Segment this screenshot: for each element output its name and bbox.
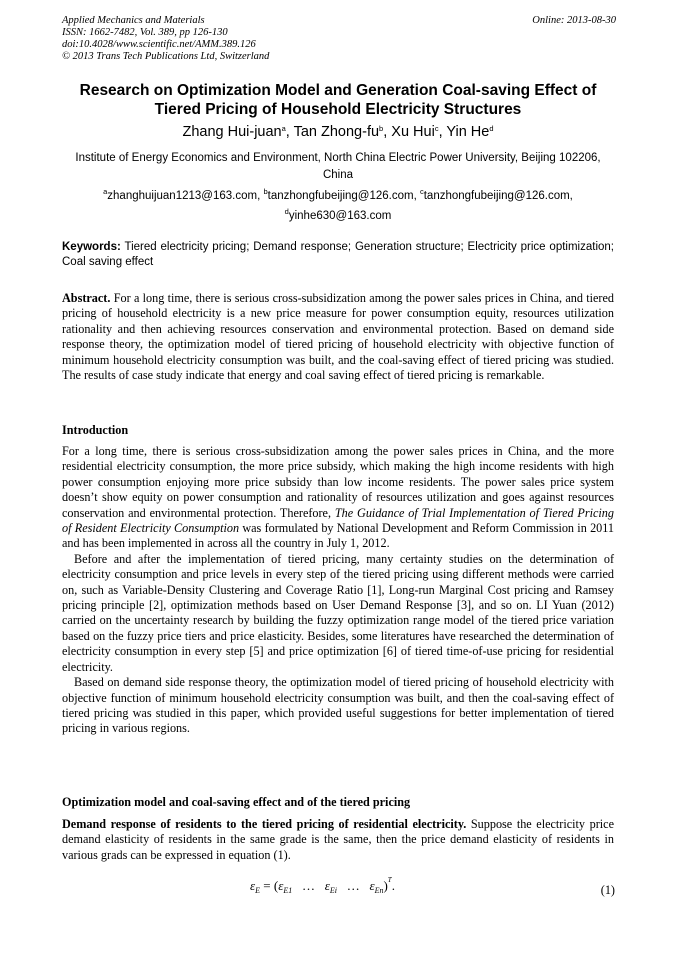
section-heading-optimization: Optimization model and coal-saving effect and of the tiered pricing	[62, 795, 411, 809]
eq-symbol: ε	[369, 878, 375, 893]
equation-number: (1)	[600, 883, 615, 897]
section-heading-introduction: Introduction	[62, 423, 129, 437]
abstract-label: Abstract.	[62, 291, 111, 305]
issn-line: ISSN: 1662-7482, Vol. 389, pp 126-130	[62, 27, 228, 38]
eq-symbol: ε	[324, 878, 330, 893]
eq-symbol: ε	[250, 878, 256, 893]
author-name: Tan Zhong-fu	[293, 124, 380, 140]
email-address[interactable]: zhanghuijuan1213@163.com,	[107, 190, 261, 202]
equation-1: $\varepsilon_E = (\varepsilon_{E1}$ … $\varepsilon_{Ei}$ … $\varepsilon_{En})^T$.	[250, 876, 395, 895]
journal-name: Applied Mechanics and Materials	[62, 15, 205, 26]
eq-subscript: Ei	[329, 886, 337, 895]
author-separator: ,	[438, 124, 447, 140]
paper-title: Research on Optimization Model and Generation Coal-saving Effect of Tiered Pricing of Household Electricity Structures	[79, 82, 597, 118]
keywords-text: Tiered electricity pricing; Demand response; Generation structure; Electricity price optimization; Coal saving effect	[62, 241, 614, 268]
journal-header	[62, 15, 442, 63]
email-address[interactable]: tanzhongfubeijing@126.com,	[423, 190, 573, 202]
author-mark: a	[281, 124, 286, 133]
author-name: Zhang Hui-juan	[182, 124, 282, 140]
introduction-body	[62, 444, 614, 737]
email-list	[62, 186, 614, 226]
subsection-lead: Demand response of residents to the tiered pricing of residential electricity.	[62, 817, 467, 831]
paragraph-text: For a long time, there is serious cross-subsidization among the power sales prices in China, and the more residential electricity consumption, the more price subsidy, which making the high income residents with high power consumption enjoying more price subsidy than low income residents. The power sales price system doesn’t show equity on power consumption and rationality of resources utilization and goes against resources conservation and environmental protection. Therefore,	[62, 444, 614, 520]
author-mark: d	[489, 124, 494, 133]
email-mark: a	[103, 187, 108, 196]
email-mark: d	[284, 207, 289, 216]
eq-transpose: T	[387, 876, 392, 884]
doi-line: doi:10.4028/www.scientific.net/AMM.389.126	[62, 39, 256, 50]
keywords	[62, 240, 614, 270]
eq-subscript: E1	[283, 886, 293, 895]
abstract-text: For a long time, there is serious cross-subsidization among the power sales prices in China, and tiered pricing of household electricity is a new price measure for power consumption equity, resources utilization rationality and then achieving resources conservation and environmental protection. Based on demand side response theory, the optimization model of tiered pricing of household electricity with objective function of minimum household electricity consumption was built, and the coal-saving effect of tiered pricing was studied. The results of case study indicate that energy and coal saving effect of tiered pricing is remarkable.	[62, 291, 614, 383]
eq-period: .	[391, 878, 395, 893]
demand-response-paragraph	[62, 817, 614, 863]
paragraph: Based on demand side response theory, the optimization model of tiered pricing of household electricity with objective function of minimum household electricity consumption was built, and then the coal-saving effect of tiered pricing was studied in this paper, which provided useful suggestions for better implementation of tiered pricing in various regions.	[62, 675, 614, 736]
eq-ellipsis: …	[346, 878, 360, 893]
author-separator: ,	[383, 124, 392, 140]
email-mark: c	[419, 187, 424, 196]
author-separator: ,	[285, 124, 294, 140]
paragraph-text: Suppose the electricity price demand elasticity of residents in the same grade is the same, then the price demand elasticity of residents in various grads can be expressed in equation (1).	[62, 817, 614, 862]
author-mark: b	[379, 124, 384, 133]
email-mark: b	[263, 187, 268, 196]
copyright-line: © 2013 Trans Tech Publications Ltd, Switzerland	[62, 51, 270, 62]
abstract	[62, 291, 614, 383]
author-list	[62, 123, 614, 141]
paragraph	[62, 444, 614, 552]
author-name: Yin He	[446, 124, 490, 140]
paragraph: Before and after the implementation of tiered pricing, many certainty studies on the determination of electricity consumption and price levels in every step of the tiered pricing using different methods were carried on, such as Variable-Density Clustering and Coverage Ratio [1], Long-run Marginal Cost pricing and Ramsey pricing principle [2], optimization methods based on User Demand Response [3], and so on. LI Yuan (2012) carried on the uncertainty research by building the fuzzy optimization range model of the tiered price variation based on the fuzzy price tiers and price elasticity. Besides, some literatures have researched the determination of electricity consumption in every step [5] and price optimization [6] of tiered time-of-use pricing for residential electricity.	[62, 551, 614, 674]
paragraph-text: was formulated by National Development and Reform Commission in 2011 and has been implemented in across all the country in July 1, 2012.	[62, 521, 614, 551]
email-address[interactable]: yinhe630@163.com	[288, 210, 392, 222]
eq-symbol: ε	[278, 878, 284, 893]
guidance-title: The Guidance of Trial Implementation of Tiered Pricing of Resident Electricity Consumption	[62, 505, 614, 536]
keywords-label: Keywords:	[62, 241, 121, 253]
affiliation: Institute of Energy Economics and Environment, North China Electric Power University, Beijing 102206, China	[75, 152, 601, 181]
author-name: Xu Hui	[391, 124, 435, 140]
email-address[interactable]: tanzhongfubeijing@126.com,	[267, 190, 417, 202]
eq-subscript: En	[374, 886, 384, 895]
online-date: Online: 2013-08-30	[532, 15, 616, 26]
eq-ellipsis: …	[301, 878, 315, 893]
author-mark: c	[434, 124, 439, 133]
eq-subscript: E	[255, 886, 261, 895]
